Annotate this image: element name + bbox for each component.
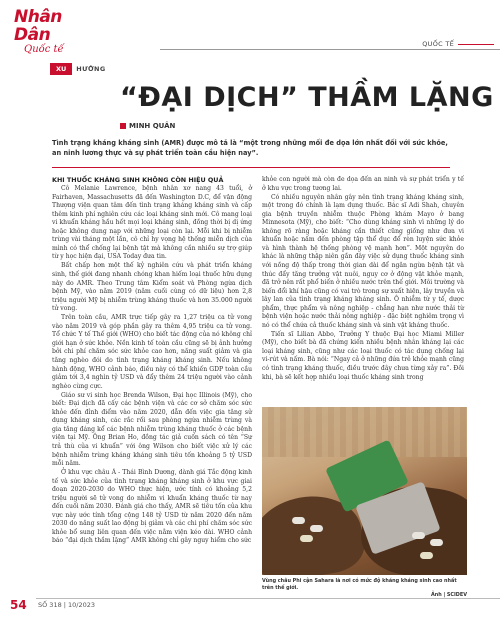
left-column (52, 176, 252, 547)
photo-caption (262, 578, 467, 599)
masthead-logo (14, 8, 94, 55)
left-subhead: KHI THUỐC KHÁNG SINH KHÔNG CÒN HIỆU QUẢ (52, 176, 224, 184)
left-paragraph: Giáo sư vi sinh học Brenda Wilson, Đại học Illinois (Mỹ), cho biết: Đại dịch đã cấy các bệnh viện và các cơ sở chăm sóc sức khỏe đến đỉnh điểm vào năm 2020, dẫn đến việc gia tăng sử dụng kháng sinh, các rắc rối sau phòng ngừa nhiễm trùng và gia tăng đáng kể các bệnh nhiễm trùng kháng thuốc ở các bệnh viện tại Mỹ. Ông Brian Ho, đồng tác giả cuốn sách có tên “Sự trả thù của vi khuẩn” với ông Wilson cho biết việc xử lý các bệnh nhiễm trùng kháng kháng sinh tiêu tốn khoảng 5 tỷ USD mỗi năm. (52, 391, 252, 468)
right-column (262, 176, 464, 383)
issue-label: SỐ 318 | 10/2023 (38, 601, 96, 609)
article-lead: Tình trạng kháng kháng sinh (AMR) được mô tả là “một trong những mối đe dọa lớn nhất đối với sức khỏe, an ninh lương thực và sự phát triển toàn cầu hiện nay”. (52, 139, 448, 157)
section-label: QUỐC TẾ (422, 40, 454, 48)
masthead-name: Nhân Dân (14, 7, 62, 45)
byline-marker-icon (120, 123, 126, 129)
right-paragraph: Tiến sĩ Lilian Abbo, Trưởng Y thuộc Đại học Miami Miller (Mỹ), cho biết bà đã chứng kiến nhiều bệnh nhân kháng lại các loại kháng sinh, cũng như các loại thuốc có tác dụng chống lại vi-rút và nấm. Bà nói: “Ngay cả ở những đứa trẻ khỏe mạnh cũng có tình trạng kháng thuốc, điều trước đây chưa từng xảy ra”. Đồi khi, bà sẽ kết hợp nhiều loại thuốc kháng sinh trong (262, 330, 464, 381)
page-number: 54 (10, 598, 27, 612)
lead-divider (52, 167, 450, 168)
column-tag (50, 63, 110, 75)
left-paragraph: Cô Melanie Lawrence, bệnh nhân xơ nang 43 tuổi, ở Fairhaven, Massachusetts đã đến Washington D.C, để vận động Thượng viện quan tâm đến tình trạng kháng kháng sinh và cấp thêm kinh phí nghiên cứu các loại kháng sinh mới. Cô mang loại vi khuẩn kháng hầu hết mọi loại kháng sinh, đồng thời bị dị ứng hoặc không dung nạp với những loại còn lại. Mỗi khi bị nhiễm trùng vài tháng một lần, cô chỉ hy vọng hệ thống miễn dịch của mình có thể chống lại bệnh tật mà không cần nhiều sự trợ giúp từ y học hiện đại, USA Today đưa tin. (52, 185, 252, 261)
right-paragraph: khỏe con người mà còn đe dọa đến an ninh và sự phát triển y tế ở khu vực trong tương lai. (262, 176, 464, 192)
article-photo (262, 407, 467, 575)
author-name: MINH QUÂN (129, 122, 176, 130)
section-rule (160, 49, 500, 50)
left-paragraph: Ở khu vực châu Á - Thái Bình Dương, dành giá Tắc động kinh tế và sức khỏe của tình trạng kháng kháng sinh ở khu vực giai đoạn 2020-2030 do WHO thực hiện, ước tính có khoảng 5,2 triệu người sẽ tử vong do nhiễm vi khuẩn kháng thuốc từ nay đến cuối năm 2030. Đánh giá cho thấy, AMR sẽ tiêu tốn của khu vực này ước tính tổng cộng 148 tỷ USD từ năm 2020 đến năm 2030 do năng suất lao động bị giảm và các chi phí chăm sóc sức khỏe bổ sung liên quan đến việc nằm viện kéo dài. WHO cảnh báo “đại dịch thầm lặng” AMR không chỉ gây nguy hiểm cho sức (52, 469, 252, 545)
caption-text: Vùng châu Phi cận Sahara là nơi có mức độ kháng kháng sinh cao nhất trên thế giới. (262, 578, 457, 591)
tag-xu: XU (50, 63, 72, 75)
section-accent-dash (458, 44, 494, 49)
masthead-sub: Quốc tế (24, 44, 64, 55)
byline (120, 122, 175, 130)
footer-rule (36, 598, 500, 599)
left-paragraph: Bất chấp hơn một thế kỷ nghiên cứu và phát triển kháng sinh, thế giới đang nhanh chóng khan hiếm loại thuốc hữu dụng này do AMR. Theo Trung tâm Kiểm soát và Phòng ngừa dịch bệnh Mỹ, vào năm 2019 (năm cuối cùng có dữ liệu) hơn 2,8 triệu người Mỹ bị nhiễm trùng kháng thuốc và hơn 35.000 người tử vong. (52, 262, 252, 313)
left-paragraph: Trên toàn cầu, AMR trực tiếp gây ra 1,27 triệu ca tử vong vào năm 2019 và góp phần gây ra thêm 4,95 triệu ca tử vong. Tổ chức Y tế Thế giới (WHO) cho biết tác động của nó không chỉ giới hạn ở sức khỏe. Nền kinh tế toàn cầu cũng sẽ bị ảnh hưởng bởi chi phí chăm sóc sức khỏe cao hơn, năng suất giảm và gia tăng nghèo đói do tình trạng kháng kháng sinh. Nếu không hành động, WHO cảnh báo, điều này có thể khiến GDP toàn cầu giảm tới 3,4 nghìn tỷ USD và đẩy thêm 24 triệu người vào cảnh nghèo cùng cực. (52, 314, 252, 390)
article-headline: “ĐẠI DỊCH” THẦM LẶNG (120, 82, 494, 113)
tag-huong: HƯỚNG (76, 65, 106, 73)
photo-credit: Ảnh | SCIDEV (430, 592, 467, 598)
right-paragraph: Có nhiều nguyên nhân gây nên tình trạng kháng kháng sinh, một trong đó chính là lạm dụng thuốc. Bác sĩ Adi Shah, chuyên gia bệnh truyền nhiễm thuộc Phòng khám Mayo ở bang Minnesota (Mỹ), cho biết: “Cho dùng kháng sinh vì những lý do không rõ ràng hoặc kháng cần thiết cũng giống như đưa vi khuẩn hoặc nấm đến phòng tập thể dục để rèn luyện sức khỏe và hình thành hệ thống phòng vệ mạnh hơn”. Một nguyên do khác là những thập niên gần đây việc sử dụng thuốc kháng sinh với nồng độ thấp trong thời gian dài để ngăn ngừa bệnh tật và thúc đẩy tăng trưởng vật nuôi, nguy cơ ở động vật khỏe mạnh, đã trở nên rất phổ biến ở nhiều nước trên thế giới. Môi trường và biến đổi khí hậu cũng có vai trò trong sự xuất hiện, lây truyền và lây lan của tình trạng kháng kháng sinh. Ô nhiễm từ y tế, dược phẩm, thực phẩm và nông nghiệp - chẳng hạn như nước thải từ bệnh viện hoặc nước thải nông nghiệp - đặc biệt nghiêm trọng vì nó có thể chứa cả thuốc kháng sinh và sinh vật kháng thuốc. (262, 193, 464, 329)
